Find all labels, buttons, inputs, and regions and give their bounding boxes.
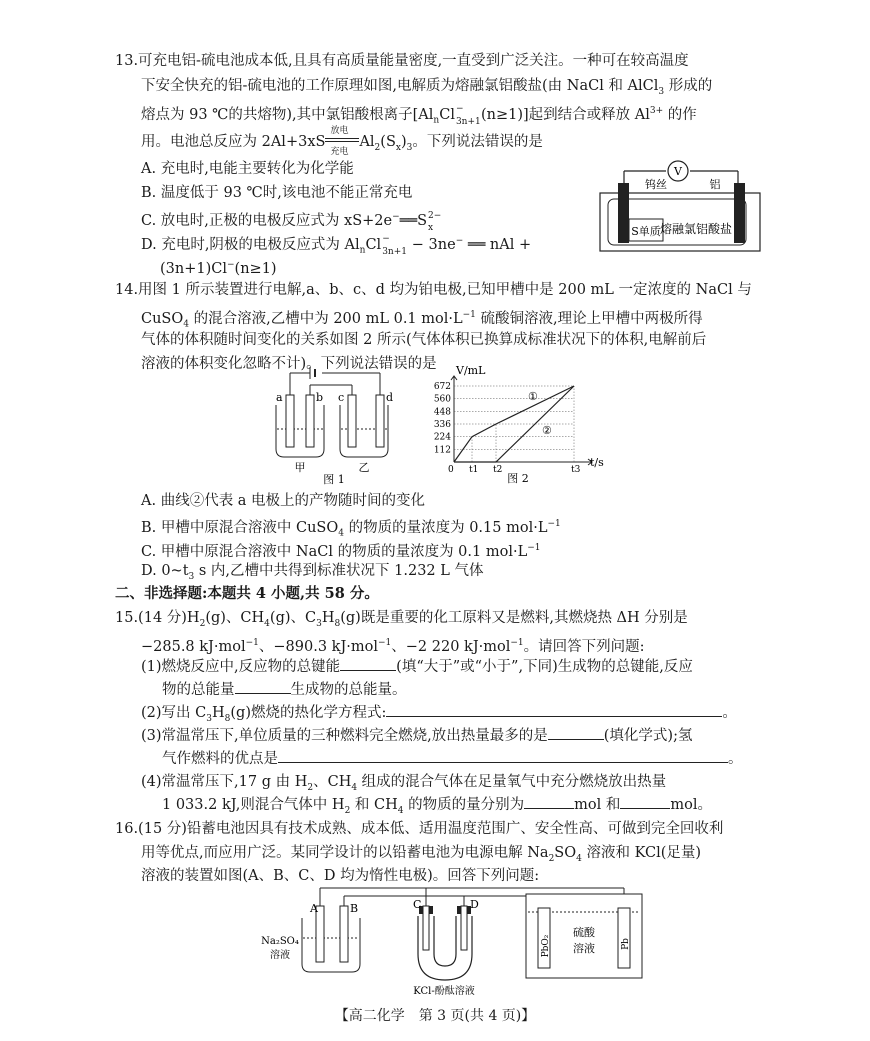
q14-line1: 14.用图 1 所示装置进行电解,a、b、c、d 均为铂电极,已知甲槽中是 200 mL 一定浓度的 NaCl 与 bbox=[115, 282, 752, 298]
t: 的混合溶液,乙槽中为 200 mL 0.1 mol·L bbox=[189, 310, 463, 327]
label-C: C bbox=[413, 898, 422, 911]
pbo2-label: PbO₂ bbox=[541, 934, 551, 958]
t: 8 bbox=[334, 618, 341, 629]
t: ) bbox=[400, 134, 407, 150]
answer-blank[interactable] bbox=[278, 749, 728, 763]
t: 3 bbox=[188, 571, 195, 582]
t: 用等优点,而应用广泛。某同学设计的以铅蓄电池为电源电解 Na bbox=[141, 845, 549, 861]
t: 4 bbox=[576, 853, 582, 864]
t: (n≥1) bbox=[234, 260, 277, 277]
t: −1 bbox=[245, 638, 259, 648]
t: 3n+1 bbox=[455, 116, 481, 127]
q16-line2 bbox=[141, 843, 701, 869]
y-tick-label: 672 bbox=[433, 382, 451, 392]
t: ══S bbox=[399, 212, 428, 229]
t: (3n+1)Cl bbox=[160, 260, 227, 277]
u-tube-inner bbox=[434, 916, 456, 966]
q14-line3: 气体的体积随时间变化的关系如图 2 所示(气体体积已换算成标准状况下的体积,电解前后 bbox=[141, 332, 707, 348]
t: −1 bbox=[462, 310, 476, 320]
q15-line2 bbox=[141, 633, 645, 657]
t: 2 bbox=[548, 853, 555, 864]
t: 2 bbox=[199, 618, 206, 629]
q13-line4 bbox=[141, 126, 543, 158]
t: mol。 bbox=[670, 797, 712, 813]
t: − bbox=[382, 233, 390, 244]
t: (S bbox=[380, 134, 396, 150]
t: −1 bbox=[547, 519, 561, 529]
t: s 内,乙槽中共得到标准状况下 1.232 L 气体 bbox=[194, 563, 484, 579]
t: (n≥1)]起到结合或释放 Al bbox=[480, 106, 650, 123]
t: (g)既是重要的化工原料又是燃料,其燃烧热 ΔH 分别是 bbox=[340, 610, 688, 626]
answer-blank[interactable] bbox=[620, 795, 670, 809]
h2so4-label2: 溶液 bbox=[573, 942, 595, 955]
aluminum-electrode bbox=[734, 183, 745, 243]
t: 放电 bbox=[330, 126, 349, 136]
t: − bbox=[227, 260, 235, 270]
q15-line1 bbox=[115, 608, 688, 634]
t: 2 bbox=[374, 142, 381, 153]
q13-option-c bbox=[141, 207, 443, 231]
t: (g)、CH bbox=[205, 610, 265, 626]
q15-part2 bbox=[141, 703, 737, 729]
electrode-b bbox=[306, 395, 314, 447]
t: 。 bbox=[728, 751, 743, 767]
y-tick-label: 560 bbox=[433, 394, 451, 405]
t: 。请回答下列问题: bbox=[523, 638, 645, 655]
figure2-caption: 图 2 bbox=[507, 472, 529, 485]
t: Al bbox=[359, 134, 375, 150]
x-tick-label: t1 bbox=[469, 465, 479, 475]
t: 组成的混合气体在足量氧气中充分燃烧放出热量 bbox=[357, 774, 667, 790]
series-label: ② bbox=[542, 424, 552, 437]
chart-ylabel: V/mL bbox=[456, 364, 486, 377]
t: 2− bbox=[428, 210, 442, 221]
beaker-jia bbox=[276, 405, 324, 457]
q13-line3 bbox=[141, 101, 697, 131]
t: Cl bbox=[365, 236, 382, 253]
t: x bbox=[428, 222, 434, 233]
t: 和 CH bbox=[350, 797, 398, 813]
y-tick-label: 224 bbox=[433, 432, 451, 443]
electrode-D bbox=[461, 906, 467, 950]
t: 。下列说法错误的是 bbox=[412, 134, 543, 150]
t: −1 bbox=[510, 638, 524, 648]
t: SO bbox=[554, 845, 577, 861]
t: 的物质的量分别为 bbox=[403, 797, 525, 813]
t: 生成物的总能量。 bbox=[290, 682, 407, 698]
q14-option-a: A. 曲线②代表 a 电极上的产物随时间的变化 bbox=[141, 493, 426, 509]
q15-part3 bbox=[141, 726, 692, 746]
answer-blank[interactable] bbox=[340, 657, 396, 671]
label-B: B bbox=[350, 902, 359, 915]
t: 熔点为 93 ℃的共熔物),其中氯铝酸根离子[Al bbox=[141, 106, 434, 123]
t: B. 甲槽中原混合溶液中 CuSO bbox=[141, 519, 339, 536]
answer-blank[interactable] bbox=[386, 703, 722, 717]
q15-part4-line2 bbox=[162, 795, 712, 821]
t: (4)常温常压下,17 g 由 H bbox=[141, 774, 308, 790]
x-tick-label: 0 bbox=[448, 465, 454, 475]
label-b: b bbox=[316, 391, 324, 404]
label-a: a bbox=[276, 391, 283, 404]
t: 溶液和 KCl(足量) bbox=[581, 845, 702, 861]
label-A: A bbox=[310, 902, 318, 915]
q13-line2 bbox=[141, 76, 712, 102]
q13-line1: 13.可充电铝-硫电池成本低,且具有高质量能量密度,一直受到广泛关注。一种可在较高温度 bbox=[115, 53, 689, 69]
electrode-C bbox=[423, 906, 429, 950]
electrode-c bbox=[348, 395, 356, 447]
t: (填化学式);氢 bbox=[603, 728, 693, 744]
q14-option-d bbox=[141, 561, 484, 587]
voltmeter-label: V bbox=[674, 165, 682, 178]
t: 2 bbox=[307, 782, 314, 793]
chart-xlabel: t/s bbox=[590, 456, 604, 469]
t: CuSO bbox=[141, 310, 184, 327]
t: C. 甲槽中原混合溶液中 NaCl 的物质的量浓度为 0.1 mol·L bbox=[141, 543, 528, 560]
t: (1)燃烧反应中,反应物的总键能 bbox=[141, 659, 341, 675]
t: 的作 bbox=[663, 106, 697, 123]
t: C. 放电时,正极的电极反应式为 xS+2e bbox=[141, 212, 393, 229]
figure1-caption: 图 1 bbox=[323, 473, 345, 485]
t: (3)常温常压下,单位质量的三种燃料完全燃烧,放出热量最多的是 bbox=[141, 728, 548, 744]
t: − 3ne bbox=[407, 236, 456, 253]
q16-line1: 16.(15 分)铅蓄电池因具有技术成熟、成本低、适用温度范围广、安全性高、可做到完全回收利 bbox=[115, 821, 724, 837]
t: 15.(14 分)H bbox=[115, 610, 200, 626]
beaker-na2so4 bbox=[302, 918, 360, 972]
t: 硫酸铜溶液,理论上甲槽中两极所得 bbox=[475, 310, 703, 327]
q14-option-c bbox=[141, 538, 541, 562]
t: mol 和 bbox=[574, 797, 621, 813]
q15-part1 bbox=[141, 657, 693, 677]
answer-blank[interactable] bbox=[524, 795, 574, 809]
aluminum-label: 铝 bbox=[709, 178, 721, 191]
t: 的物质的量浓度为 0.15 mol·L bbox=[343, 519, 548, 536]
t: 、CH bbox=[313, 774, 352, 790]
t: x bbox=[395, 142, 401, 153]
sulfur-label: S单质 bbox=[631, 225, 661, 238]
t: n bbox=[359, 245, 366, 256]
t: − bbox=[392, 212, 400, 222]
t: −1 bbox=[527, 543, 541, 553]
na2so4-label2: 溶液 bbox=[270, 950, 290, 961]
q15-part3-line2 bbox=[162, 749, 743, 769]
q14-line4: 溶液的体积变化忽略不计)。下列说法错误的是 bbox=[141, 356, 437, 372]
q13-option-d-line2 bbox=[160, 255, 277, 279]
t: H bbox=[321, 610, 335, 626]
t: 3 bbox=[316, 618, 322, 629]
series-label: ① bbox=[528, 390, 538, 403]
t: (2)写出 C bbox=[141, 705, 207, 721]
t: 气作燃料的优点是 bbox=[162, 751, 278, 767]
t: 3n+1 bbox=[382, 246, 407, 257]
label-jia: 甲 bbox=[294, 461, 306, 474]
tungsten-electrode bbox=[618, 183, 629, 243]
salt-label: 熔融氯铝酸盐 bbox=[659, 222, 733, 236]
electrode-a bbox=[286, 395, 294, 447]
t: 。 bbox=[722, 705, 737, 721]
t: 形成的 bbox=[664, 78, 713, 94]
electrode-Pb bbox=[618, 908, 630, 968]
q15-part4 bbox=[141, 772, 666, 798]
t: 4 bbox=[338, 528, 344, 539]
t: 3 bbox=[658, 86, 665, 97]
t: (g)燃烧的热化学方程式: bbox=[230, 705, 387, 721]
t: 2 bbox=[344, 805, 351, 816]
t: D. 充电时,阴极的电极反应式为 Al bbox=[141, 236, 360, 253]
y-tick-label: 336 bbox=[433, 420, 451, 430]
q14-figure2-chart bbox=[420, 362, 620, 486]
y-tick-label: 448 bbox=[433, 407, 451, 418]
t: 充电 bbox=[330, 147, 349, 157]
t: −1 bbox=[378, 638, 392, 648]
t: 下安全快充的铝-硫电池的工作原理如图,电解质为熔融氯铝酸盐(由 NaCl 和 AlCl bbox=[141, 78, 659, 94]
t: D. 0~t bbox=[141, 563, 189, 579]
t: 用。电池总反应为 2Al+3xS bbox=[141, 134, 326, 150]
t: 、−2 220 kJ·mol bbox=[391, 638, 511, 655]
tungsten-label: 钨丝 bbox=[645, 178, 667, 191]
electrode-B bbox=[340, 906, 348, 962]
kcl-label: KCl-酚酞溶液 bbox=[413, 986, 475, 997]
q13-option-b: B. 温度低于 93 ℃时,该电池不能正常充电 bbox=[141, 185, 413, 201]
y-tick-label: 112 bbox=[433, 445, 451, 456]
t: (g)、C bbox=[269, 610, 317, 626]
na2so4-label: Na₂SO₄ bbox=[261, 936, 299, 947]
x-tick-label: t2 bbox=[493, 465, 503, 475]
q15-part1-line2 bbox=[162, 680, 407, 700]
electrode-d bbox=[376, 395, 384, 447]
q13-battery-figure bbox=[598, 155, 763, 255]
section2-title: 二、非选择题:本题共 4 小题,共 58 分。 bbox=[115, 585, 379, 602]
t: Cl bbox=[439, 106, 455, 123]
t: 、−890.3 kJ·mol bbox=[258, 638, 378, 655]
label-d: d bbox=[386, 391, 394, 404]
t: 3 bbox=[206, 713, 212, 724]
t: H bbox=[211, 705, 225, 721]
t: (填“大于”或“小于”,下同)生成物的总键能,反应 bbox=[396, 659, 693, 675]
t: 3+ bbox=[649, 106, 664, 116]
q16-line3: 溶液的装置如图(A、B、C、D 均为惰性电极)。回答下列问题: bbox=[141, 868, 540, 884]
label-c: c bbox=[338, 391, 345, 404]
t: 物的总能量 bbox=[162, 682, 235, 698]
t: n bbox=[433, 115, 440, 126]
label-yi: 乙 bbox=[358, 461, 370, 474]
t: 4 bbox=[264, 618, 270, 629]
t: 3 bbox=[406, 142, 413, 153]
t: 4 bbox=[351, 782, 358, 793]
h2so4-label: 硫酸 bbox=[573, 926, 595, 939]
pb-label: Pb bbox=[621, 938, 631, 950]
t: − bbox=[455, 103, 464, 114]
q14-figure1 bbox=[262, 365, 407, 485]
label-D: D bbox=[470, 898, 479, 911]
t: 4 bbox=[183, 319, 189, 330]
page-footer: 【高二化学 第 3 页(共 4 页)】 bbox=[334, 1008, 536, 1024]
t: ══ nAl + bbox=[463, 236, 532, 253]
t: − bbox=[455, 236, 464, 246]
q13-option-a: A. 充电时,电能主要转化为化学能 bbox=[141, 161, 354, 177]
q16-electrolysis-figure bbox=[258, 878, 658, 998]
t: 8 bbox=[224, 713, 231, 724]
t: −285.8 kJ·mol bbox=[141, 638, 246, 655]
t: 1 033.2 kJ,则混合气体中 H bbox=[162, 797, 345, 813]
x-tick-label: t3 bbox=[571, 465, 581, 475]
t: 4 bbox=[397, 805, 404, 816]
answer-blank[interactable] bbox=[235, 680, 291, 694]
answer-blank[interactable] bbox=[548, 726, 604, 740]
